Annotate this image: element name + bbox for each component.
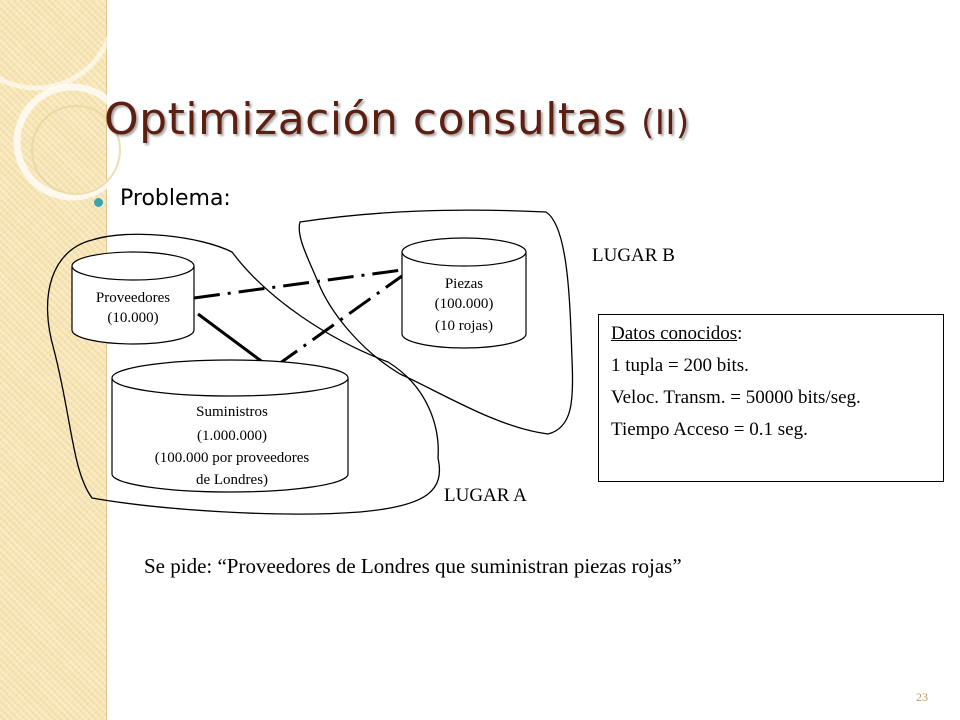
db-piezas-count: (100.000) [434, 296, 494, 312]
link-proveedores-piezas [194, 270, 402, 298]
query-request: Se pide: “Proveedores de Londres que suministran piezas rojas” [144, 554, 682, 578]
title-text: Optimización consultas [104, 94, 627, 145]
bullet-problem: Problema: [120, 186, 231, 211]
db-suministros-note-2: de Londres) [195, 472, 269, 488]
db-piezas-red-count: (10 rojas) [435, 318, 493, 334]
db-proveedores-count: (10.000) [107, 310, 159, 326]
db-proveedores-name: Proveedores [95, 290, 171, 306]
db-proveedores [72, 252, 194, 344]
title-suffix: (II) [641, 103, 690, 143]
label-lugar-b: LUGAR B [592, 245, 675, 266]
db-suministros-note-1: (100.000 por proveedores [154, 450, 310, 466]
known-data-tuple-size: 1 tupla = 200 bits. [611, 355, 749, 376]
db-piezas-name: Piezas [444, 276, 484, 292]
known-data-access-time: Tiempo Acceso = 0.1 seg. [611, 419, 808, 440]
db-suministros-count: (1.000.000) [197, 428, 267, 444]
known-data-box [598, 314, 944, 482]
db-suministros [112, 360, 348, 492]
db-piezas [402, 238, 526, 348]
label-lugar-a: LUGAR A [444, 485, 527, 506]
db-suministros-name: Suministros [196, 404, 268, 420]
known-data-heading [611, 318, 931, 350]
known-data-title-colon: : [737, 323, 743, 344]
link-suministros-piezas [276, 276, 402, 366]
known-data-transmission-speed: Veloc. Transm. = 50000 bits/seg. [611, 387, 861, 408]
known-data-title: Datos conocidos [611, 323, 738, 344]
page-number: 23 [916, 690, 928, 704]
